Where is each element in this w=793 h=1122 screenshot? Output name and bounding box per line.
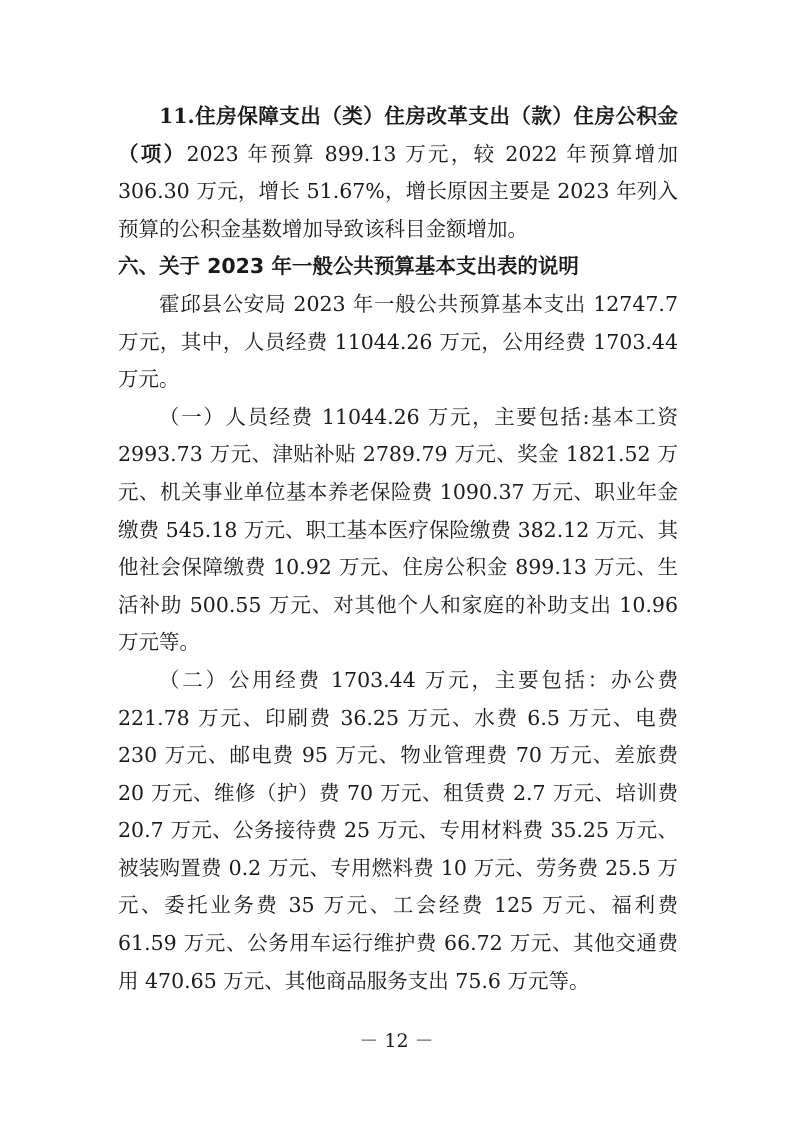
section-6-heading: 六、关于 2023 年一般公共预算基本支出表的说明	[118, 254, 579, 279]
personnel-expense-paragraph: （一）人员经费 11044.26 万元，主要包括:基本工资 2993.73 万元、津贴补贴 2789.79 万元、奖金 1821.52 万元、机关事业单位基本养老保险费 1090.37 万元、职业年金缴费 545.18 万元、职工基本医疗保险缴费 382.12 万元、其他社会保障缴费 10.92 万元、住房公积金 899.13 万元、生活补助 500.55 万元、对其他个人和家庭的补助支出 10.96 万元等。	[118, 404, 678, 655]
section-11-lead: 11.住房保障支出（类）住房改革支出（款）住房公积金（项）	[118, 104, 678, 166]
page-number: － 12 －	[359, 1030, 434, 1052]
public-expense-paragraph: （二）公用经费 1703.44 万元，主要包括：办公费 221.78 万元、印刷费 36.25 万元、水费 6.5 万元、电费 230 万元、邮电费 95 万元、物业管理费 70 万元、差旅费 20 万元、维修（护）费 70 万元、租赁费 2.7 万元、培训费 20.7 万元、公务接待费 25 万元、专用材料费 35.25 万元、被装购置费 0.2 万元、专用燃料费 10 万元、劳务费 25.5 万元、委托业务费 35 万元、工会经费 125 万元、福利费 61.59 万元、公务用车运行维护费 66.72 万元、其他交通费用 470.65 万元、其他商品服务支出 75.6 万元等。	[118, 667, 678, 993]
intro-paragraph: 霍邱县公安局 2023 年一般公共预算基本支出 12747.7 万元，其中，人员经费 11044.26 万元，公用经费 1703.44 万元。	[118, 291, 678, 392]
document-body	[118, 98, 678, 1000]
section-11-paragraph	[118, 98, 678, 248]
section-11-body: 2023 年预算 899.13 万元，较 2022 年预算增加 306.30 万元，增长 51.67%，增长原因主要是 2023 年列入预算的公积金基数增加导致该科目金额增加。	[118, 141, 679, 241]
